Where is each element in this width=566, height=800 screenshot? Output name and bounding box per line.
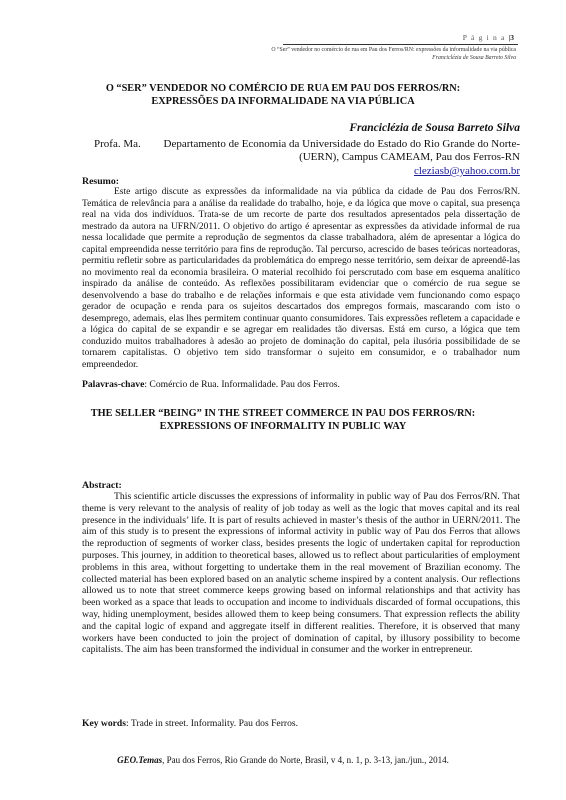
author-name: Franciclézia de Sousa Barreto Silva — [349, 122, 520, 134]
keywords-en-label: Key words — [82, 718, 126, 729]
affiliation-line2: (UERN), Campus CAMEAM, Pau dos Ferros-RN — [299, 151, 520, 163]
affiliation-prefix: Profa. Ma. — [94, 138, 141, 150]
article-title-pt — [60, 82, 506, 108]
title-en-line2: EXPRESSIONS OF INFORMALITY IN PUBLIC WAY — [159, 421, 407, 432]
keywords-en — [82, 718, 520, 729]
abstract-text: This scientific article discusses the expressions of informality in public way of Pau dos Ferros/RN. That theme is very relevant to the analysis of reality of job today as well as the logic that moves capital and its real presence in the individuals’ life. It is part of results achieved in master’s thesis of the author in UERN/2011. The aim of this study is to present the expressions of informal activity in public way of Pau dos Ferros that allows the reproduction of segments of worker class, besides presents the logic of undertaken capital for reproduction purposes. This journey, in addition to theoretical bases, allowed us to reflect about particularities of employment problems in this area, without forgetting to undertake them in the real movement of Brazilian economy. The collected material has been explored based on an analytic scheme inspired by a content analysis. Our reflections allowed us to note that street commerce keeps growing based on informal relationships and that activity has been worked as a space that leads to occupation and income to individuals discarded of formal occupations, this way, hiding unemployment, besides allowed them to keep being consumers. That expression reflects the ability and the capital logic of expand and aggregate itself in different realities. Therefore, it is observed that many workers have been conducted to join the project of domination of capital, by illusory possibility to become capitalists. The aim has been transformed the individual in consumer and the worker in entrepreneur. — [82, 491, 520, 656]
keywords-pt — [82, 379, 520, 390]
title-pt-line1: O “SER” VENDEDOR NO COMÉRCIO DE RUA EM PAU DOS FERROS/RN: — [105, 83, 461, 94]
affiliation-line1: Departamento de Economia da Universidade do Estado do Rio Grande do Norte- — [163, 138, 520, 150]
abstract-body — [82, 491, 520, 656]
resumo-heading: Resumo: — [82, 176, 120, 187]
journal-logo: GEO.Temas — [117, 755, 163, 765]
page-number: 3 — [510, 33, 514, 42]
header-rule — [283, 44, 518, 45]
page-number-header: P á g i n a |3 — [462, 33, 514, 42]
resumo-text: Este artigo discute as expressões da informalidade na via pública da cidade de Pau dos Ferros/RN. Temática de relevância para a análise da realidade do trabalho, hoje, e da lógica que move o capital, sua presença real na vida dos indivíduos. Trata-se de um recorte de parte dos resultados apresentados pela dissertação de mestrado da autora na UFRN/2011. O objetivo do artigo é apresentar as expressões da atividade informal de rua nessa localidade que permite a reprodução de segmentos da classe trabalhadora, além de apresentar a lógica do capital empreendida nesse território para fins de reprodução. Tal percurso, acrescido de bases teóricas norteadoras, permitiu refletir sobre as particularidades da problemática do emprego nesse território, sem deixar de apreendê-las no movimento real da economia brasileira. O material recolhido foi perscrutado com base em esquema analítico inspirado da análise de conteúdo. As reflexões possibilitaram evidenciar que o comércio de rua segue se desenvolvendo a base do trabalho e de relações informais e que esta atividade vem funcionando como espaço gerador de ocupação e renda para os sujeitos descartados dos empregos formais, mascarando com isto o desemprego, ademais, elas lhes permitem continuar quanto consumidores. Tais expressões refletem a capacidade e a lógica do capital de se expandir e se agregar em realidades tão diversas. Está em curso, a lógica que tem conduzido muitos trabalhadores à adesão ao projeto de dominação do capital, pela ilusória possibilidade de se tornarem capitalistas. O objetivo tem sido transformar o sujeito em consumidor, e o trabalhador num empreendedor. — [82, 187, 520, 370]
citation-text: , Pau dos Ferros, Rio Grande do Norte, Brasil, v 4, n. 1, p. 3-13, jan./jun., 2014. — [162, 755, 449, 765]
resumo-body — [82, 187, 520, 371]
running-title: O “Ser” vendedor no comércio de rua em Pau dos Ferros/RN: expressões da informalidade na via pública — [271, 47, 516, 53]
footer-citation — [0, 755, 566, 765]
author-affiliation — [94, 138, 520, 164]
title-en-line1: THE SELLER “BEING” IN THE STREET COMMERCE IN PAU DOS FERROS/RN: — [90, 408, 476, 419]
title-pt-line2: EXPRESSÕES DA INFORMALIDADE NA VIA PÚBLICA — [151, 96, 415, 107]
abstract-heading: Abstract: — [82, 480, 122, 491]
keywords-pt-text: : Comércio de Rua. Informalidade. Pau dos Ferros. — [144, 379, 340, 390]
running-author: Franciclézia de Sousa Barreto Silva — [432, 55, 516, 61]
article-title-en — [60, 407, 506, 433]
keywords-pt-label: Palavras-chave — [82, 379, 145, 390]
keywords-en-text: : Trade in street. Informality. Pau dos Ferros. — [125, 718, 299, 729]
author-email-link[interactable]: cleziasb@yahoo.com.br — [413, 165, 520, 177]
page-label: P á g i n a — [462, 33, 506, 42]
